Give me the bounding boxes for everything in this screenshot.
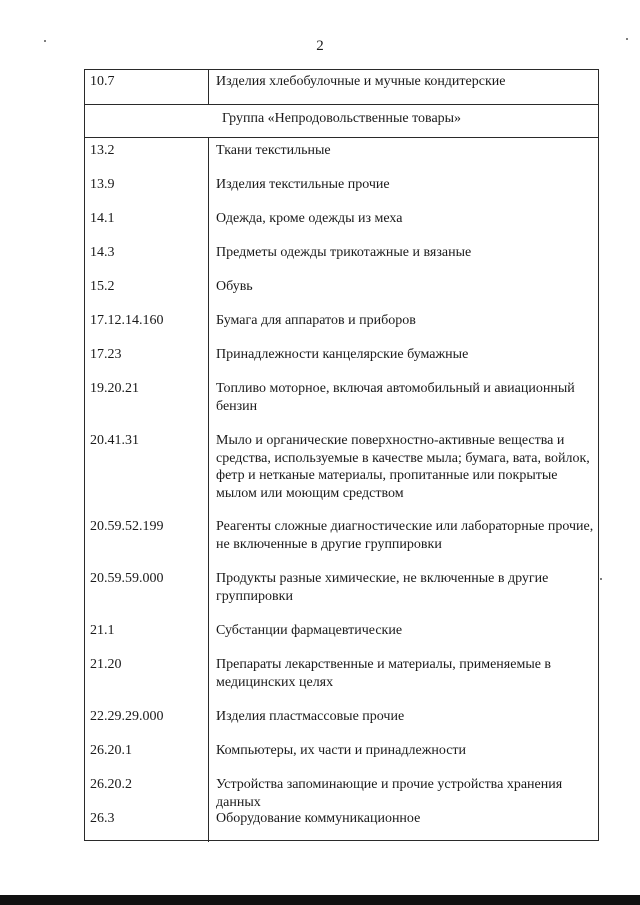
row-name: Субстанции фармацевтические [216,623,403,638]
row-name: Реагенты сложные диагностические или лабораторные прочие, не включенные в другие группировки [216,519,594,552]
row-name: Бумага для аппаратов и приборов [216,313,416,328]
row-name: Ткани текстильные [216,143,331,158]
row-name: Продукты разные химические, не включенные в другие группировки [216,571,549,604]
row-name: Изделия хлебобулочные и мучные кондитерские [216,74,506,89]
scan-edge-bar [0,895,640,905]
row-code: 26.3 [90,811,115,826]
row-divider [85,137,598,138]
row-name: Мыло и органические поверхностно-активные вещества и средства, используемые в качестве мыла; бумага, вата, войлок, фетр и нетканые материалы, пропитанные или покрытые мылом или моющим средством [216,433,590,501]
row-code: 20.59.59.000 [90,571,164,586]
scan-speck [44,40,46,42]
column-divider-main [208,138,209,842]
row-code: 26.20.1 [90,743,132,758]
row-code: 21.20 [90,657,122,672]
row-name: Изделия текстильные прочие [216,177,390,192]
row-divider [85,104,598,105]
row-name: Оборудование коммуникационное [216,811,421,826]
row-code: 19.20.21 [90,381,139,396]
row-code: 22.29.29.000 [90,709,164,724]
scan-speck [600,578,602,580]
row-code: 13.2 [90,143,115,158]
row-name: Компьютеры, их части и принадлежности [216,743,467,758]
row-code: 20.41.31 [90,433,139,448]
row-code: 13.9 [90,177,115,192]
classifier-table [84,69,599,841]
row-code: 26.20.2 [90,777,132,792]
row-code: 20.59.52.199 [90,519,164,534]
row-code: 14.3 [90,245,115,260]
row-name: Топливо моторное, включая автомобильный и авиационный бензин [216,381,575,414]
row-name: Одежда, кроме одежды из меха [216,211,403,226]
row-code: 21.1 [90,623,115,638]
row-code: 10.7 [90,74,115,89]
scan-speck [626,38,628,40]
row-name: Устройства запоминающие и прочие устройства хранения данных [216,777,563,810]
column-divider-top [208,70,209,105]
group-header: Группа «Непродовольственные товары» [221,111,462,126]
row-code: 17.12.14.160 [90,313,164,328]
row-name: Обувь [216,279,253,294]
row-name: Препараты лекарственные и материалы, применяемые в медицинских целях [216,657,552,690]
row-name: Изделия пластмассовые прочие [216,709,405,724]
row-name: Предметы одежды трикотажные и вязаные [216,245,472,260]
row-name: Принадлежности канцелярские бумажные [216,347,469,362]
row-code: 17.23 [90,347,122,362]
row-code: 14.1 [90,211,115,226]
row-code: 15.2 [90,279,115,294]
page-number: 2 [316,38,324,54]
